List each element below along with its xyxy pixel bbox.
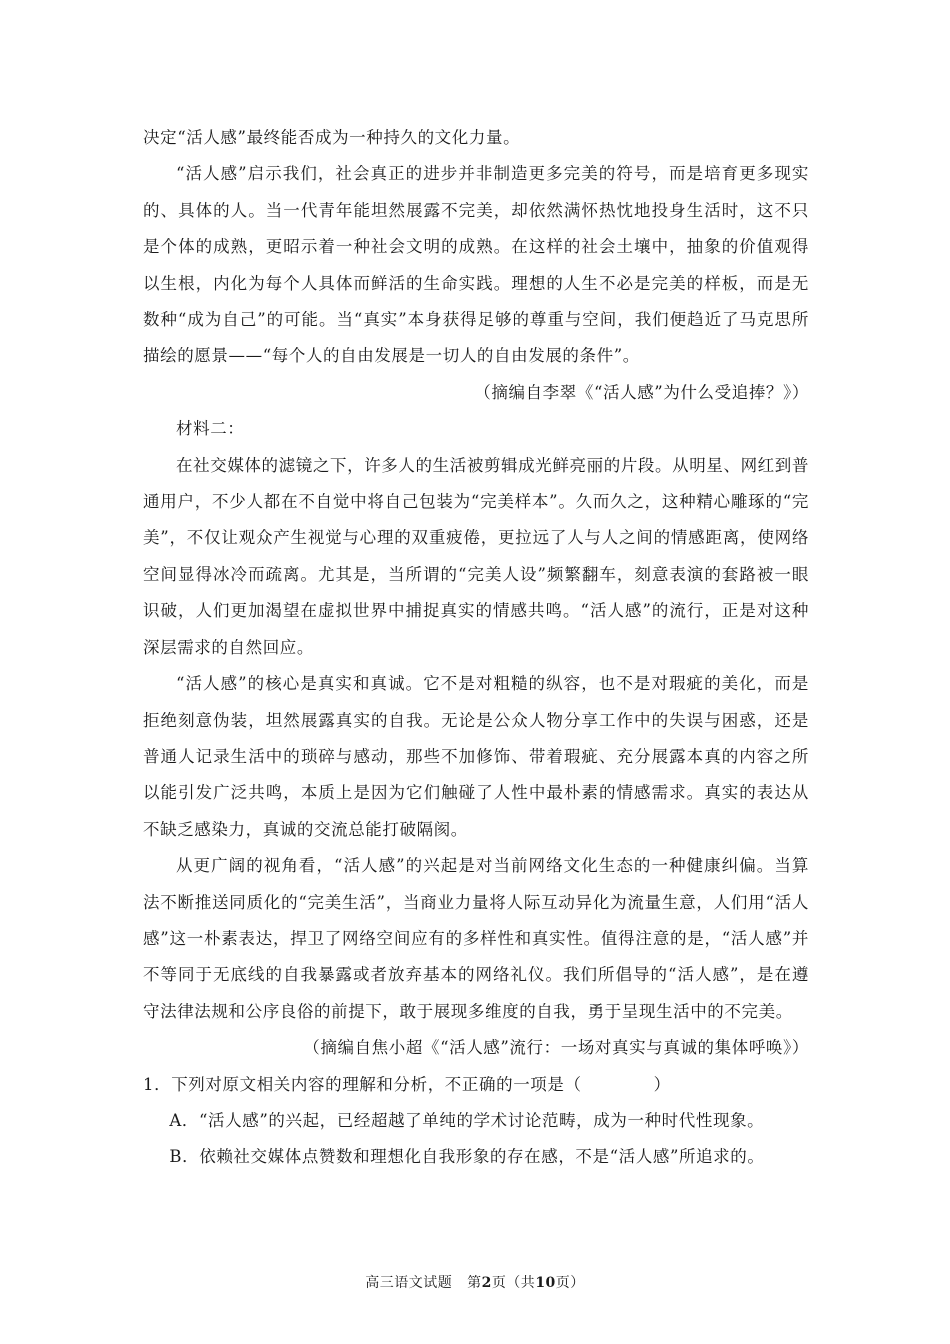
footer-page-total: 10 [535, 1275, 556, 1291]
question-1-text: 1．下列对原文相关内容的理解和分析，不正确的一项是（ [143, 1074, 582, 1094]
footer-page-mid: 页（共 [491, 1275, 536, 1291]
question-1-stem [143, 1067, 809, 1103]
source-citation-material2: （摘编自焦小超《“活人感”流行：一场对真实与真诚的集体呼唤》） [303, 1038, 809, 1058]
footer-page-prefix: 第 [467, 1275, 482, 1291]
question-1-option-b: B．依赖社交媒体点赞数和理想化自我形象的存在感，不是“活人感”所追求的。 [169, 1147, 765, 1167]
paragraph-material2-3: 从更广阔的视角看，“活人感”的兴起是对当前网络文化生态的一种健康纠偏。当算法不断推送同质化的“完美生活”，当商业力量将人际互动异化为流量生意，人们用“活人感”这一朴素表达，捍卫了网络空间应有的多样性和真实性。值得注意的是，“活人感”并不等同于无底线的自我暴露或者放弃基本的网络礼仪。我们所倡导的“活人感”，是在遵守法律法规和公序良俗的前提下，敢于展现多维度的自我，勇于呈现生活中的不完美。 [143, 856, 809, 1021]
question-1-close: ） [653, 1074, 671, 1094]
footer-subject: 高三语文试题 [365, 1275, 453, 1291]
paragraph-material2-2: “活人感”的核心是真实和真诚。它不是对粗糙的纵容，也不是对瑕疵的美化，而是拒绝刻意伪装，坦然展露真实的自我。无论是公众人物分享工作中的失误与困惑，还是普通人记录生活中的琐碎与感动，那些不加修饰、带着瑕疵、充分展露本真的内容之所以能引发广泛共鸣，本质上是因为它们触碰了人性中最朴素的情感需求。真实的表达从不缺乏感染力，真诚的交流总能打破隔阂。 [143, 674, 809, 839]
material2-label: 材料二： [176, 419, 245, 439]
page-content [143, 120, 809, 1176]
paragraph-continuation: 决定“活人感”最终能否成为一种持久的文化力量。 [143, 128, 521, 147]
footer-page-number: 2 [481, 1275, 492, 1291]
paragraph-material2-1: 在社交媒体的滤镜之下，许多人的生活被剪辑成光鲜亮丽的片段。从明星、网红到普通用户，不少人都在不自觉中将自己包装为“完美样本”。久而久之，这种精心雕琢的“完美”，不仅让观众产生视觉与心理的双重疲倦，更拉远了人与人之间的情感距离，使网络空间显得冰冷而疏离。尤其是，当所谓的“完美人设”频繁翻车，刻意表演的套路被一眼识破，人们更加渴望在虚拟世界中捕捉真实的情感共鸣。“活人感”的流行，正是对这种深层需求的自然回应。 [143, 455, 809, 657]
page-footer [0, 1272, 950, 1292]
paragraph-material1-conclusion: “活人感”启示我们，社会真正的进步并非制造更多完美的符号，而是培育更多现实的、具体的人。当一代青年能坦然展露不完美，却依然满怀热忱地投身生活时，这不只是个体的成熟，更昭示着一种社会文明的成熟。在这样的社会土壤中，抽象的价值观得以生根，内化为每个人具体而鲜活的生命实践。理想的人生不必是完美的样板，而是无数种“成为自己”的可能。当“真实”本身获得足够的尊重与空间，我们便趋近了马克思所描绘的愿景——“每个人的自由发展是一切人的自由发展的条件”。 [143, 164, 809, 366]
footer-page-suffix: 页） [555, 1275, 585, 1291]
source-citation-material1: （摘编自李翠《“活人感”为什么受追捧？》） [474, 382, 809, 402]
question-1-option-a: A．“活人感”的兴起，已经超越了单纯的学术讨论范畴，成为一种时代性现象。 [169, 1110, 765, 1130]
